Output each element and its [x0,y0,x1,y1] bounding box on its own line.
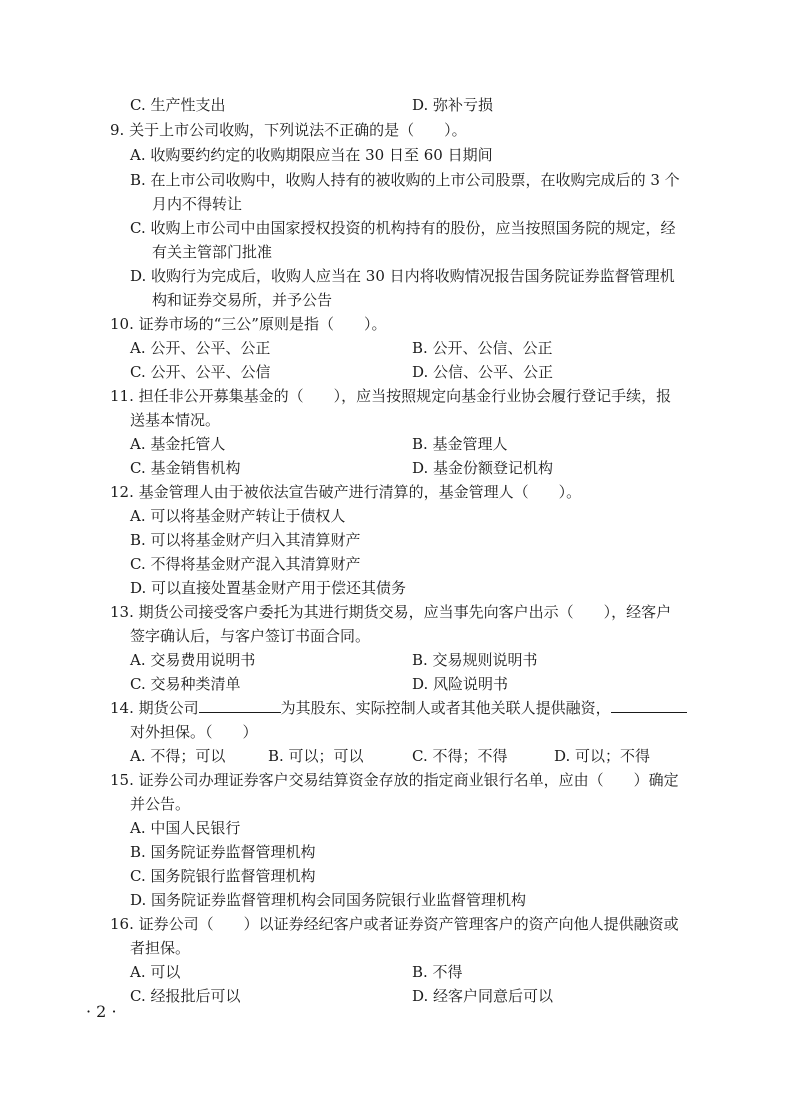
q16-option-d: D. 经客户同意后可以 [412,987,554,1005]
question-12-stem: 12. 基金管理人由于被依法宣告破产进行清算的，基金管理人（ ）。 [110,483,582,501]
q16-option-c: C. 经报批后可以 [130,987,241,1005]
question-15-stem-cont: 并公告。 [130,795,191,813]
q14-option-d: D. 可以；不得 [554,747,651,765]
question-10-stem: 10. 证券市场的“三公”原则是指（ ）。 [110,315,387,333]
q14-option-c: C. 不得；不得 [412,747,508,765]
q14-stem-part2: 为其股东、实际控制人或者其他关联人提供融资， [280,699,611,717]
q14-option-b: B. 可以；可以 [268,747,364,765]
q11-option-a: A. 基金托管人 [130,435,226,453]
question-16-stem-cont: 者担保。 [130,939,191,957]
question-13-stem-cont: 签字确认后，与客户签订书面合同。 [130,627,371,645]
q10-option-b: B. 公开、公信、公正 [412,339,553,357]
q10-option-c: C. 公开、公平、公信 [130,363,271,381]
q12-option-d: D. 可以直接处置基金财产用于偿还其债务 [130,579,407,597]
q13-option-d: D. 风险说明书 [412,675,509,693]
q12-option-c: C. 不得将基金财产混入其清算财产 [130,555,361,573]
question-11-stem-cont: 送基本情况。 [130,411,221,429]
q15-option-b: B. 国务院证券监督管理机构 [130,843,316,861]
q11-option-b: B. 基金管理人 [412,435,508,453]
question-15-stem: 15. 证券公司办理证券客户交易结算资金存放的指定商业银行名单，应由（ ）确定 [110,771,679,789]
option-d-q8: D. 弥补亏损 [412,96,494,114]
q9-option-c: C. 收购上市公司中由国家授权投资的机构持有的股份，应当按照国务院的规定，经 [130,219,676,237]
q12-option-b: B. 可以将基金财产归入其清算财产 [130,531,361,549]
answer-blank [611,697,687,713]
page-number: · 2 · [86,1002,117,1021]
q10-option-d: D. 公信、公平、公正 [412,363,554,381]
q15-option-d: D. 国务院证券监督管理机构会同国务院银行业监督管理机构 [130,891,527,909]
question-14-stem [110,696,687,720]
answer-blank [199,697,281,713]
q9-option-b: B. 在上市公司收购中，收购人持有的被收购的上市公司股票，在收购完成后的 3 个 [130,171,680,189]
q9-option-d-cont: 构和证券交易所，并予公告 [152,291,333,309]
q14-option-a: A. 不得；可以 [130,747,226,765]
question-14-stem-cont: 对外担保。（ ） [130,723,258,741]
q9-option-a: A. 收购要约约定的收购期限应当在 30 日至 60 日期间 [130,146,493,164]
q13-option-b: B. 交易规则说明书 [412,651,538,669]
q11-option-d: D. 基金份额登记机构 [412,459,554,477]
question-9-stem: 9. 关于上市公司收购，下列说法不正确的是（ ）。 [110,121,467,139]
q16-option-a: A. 可以 [130,963,181,981]
q9-option-c-cont: 有关主管部门批准 [152,243,273,261]
q13-option-a: A. 交易费用说明书 [130,651,256,669]
q15-option-c: C. 国务院银行监督管理机构 [130,867,316,885]
q16-option-b: B. 不得 [412,963,463,981]
q15-option-a: A. 中国人民银行 [130,819,241,837]
q14-stem-part1: 14. 期货公司 [110,699,199,717]
q9-option-b-cont: 月内不得转让 [152,195,243,213]
q12-option-a: A. 可以将基金财产转让于债权人 [130,507,346,525]
q10-option-a: A. 公开、公平、公正 [130,339,271,357]
q11-option-c: C. 基金销售机构 [130,459,241,477]
q9-option-d: D. 收购行为完成后，收购人应当在 30 日内将收购情况报告国务院证券监督管理机 [130,267,675,285]
q13-option-c: C. 交易种类清单 [130,675,241,693]
option-c-q8: C. 生产性支出 [130,96,226,114]
question-16-stem: 16. 证券公司（ ）以证券经纪客户或者证券资产管理客户的资产向他人提供融资或 [110,915,679,933]
question-11-stem: 11. 担任非公开募集基金的（ ），应当按照规定向基金行业协会履行登记手续，报 [110,387,672,405]
question-13-stem: 13. 期货公司接受客户委托为其进行期货交易，应当事先向客户出示（ ），经客户 [110,603,672,621]
